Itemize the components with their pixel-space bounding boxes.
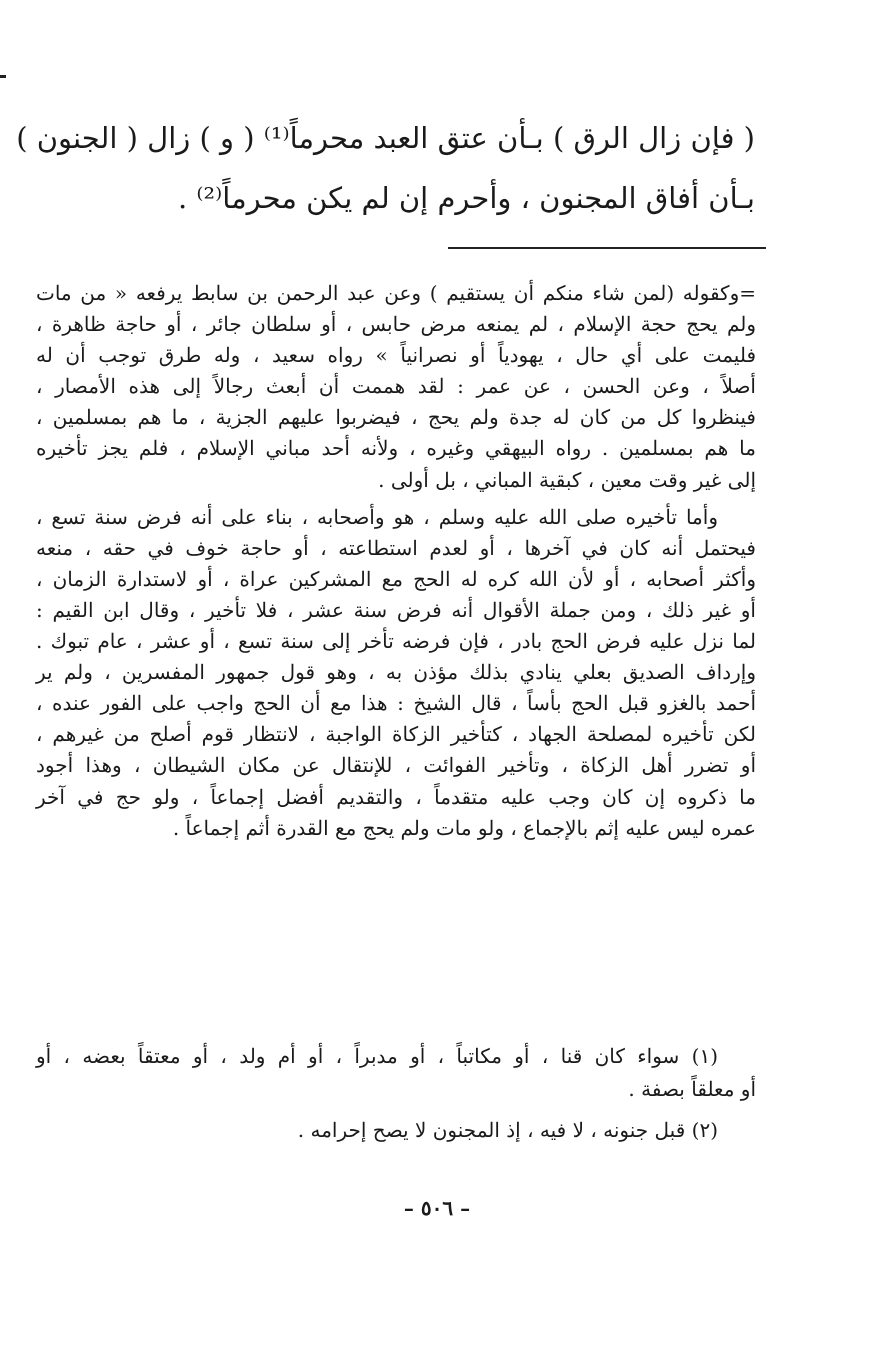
commentary-line: عمره ليس عليه إثم بالإجماع ، ولو مات ولم يحج مع القدرة أثم إجماعاً .	[172, 815, 756, 840]
main-text-line: بـأن أفاق المجنون ، وأحرم إن لم يكن محرماً⁽²⁾ .	[177, 181, 755, 215]
commentary-line: وإرداف الصديق بعلي ينادي بذلك مؤذن به ، وهو قول جمهور المفسرين ، ولم ير	[36, 660, 756, 685]
commentary-line: ما ذكروه إن كان وجب عليه متقدماً ، والتقديم أفضل إجماعاً ، ولو حج في آخر	[36, 784, 756, 809]
footnotes-block	[36, 1040, 756, 1147]
commentary-line: وأكثر أصحابه ، أو لأن الله كره له الحج مع المشركين عراة ، أو لاستدارة الزمان ،	[36, 566, 756, 591]
footnote-2: (٢) قبل جنونه ، لا فيه ، إذ المجنون لا يصح إحرامه .	[297, 1118, 718, 1142]
commentary-line: فينظروا كل من كان له جدة ولم يحج ، فيضربوا عليهم الجزية ، ما هم بمسلمين ،	[36, 405, 756, 430]
footnote-1-continuation: أو معلقاً بصفة .	[628, 1077, 756, 1101]
footnote-1: (١) سواء كان قنا ، أو مكاتباً ، أو مدبراً ، أو أم ولد ، أو معتقاً بعضه ، أو	[36, 1044, 718, 1068]
commentary-line: فيحتمل أنه كان في آخرها ، أو لعدم استطاعته ، أو حاجة خوف في حقه ، منعه	[36, 535, 756, 560]
footnote-gap	[36, 1106, 756, 1114]
commentary-block	[36, 278, 756, 844]
commentary-line: فليمت على أي حال ، يهودياً أو نصرانياً » رواه سعيد ، وله طرق توجب أن له	[36, 343, 756, 368]
commentary-line: وأما تأخيره صلى الله عليه وسلم ، هو وأصحابه ، بناء على أنه فرض سنة تسع ،	[36, 504, 718, 529]
main-text-line: ( فإن زال الرق ) بـأن عتق العبد محرماً⁽¹⁾ ( و ) زال ( الجنون )	[16, 121, 755, 155]
commentary-line: ولم يحج حجة الإسلام ، لم يمنعه مرض حابس ، أو سلطان جائر ، أو حاجة ظاهرة ،	[36, 312, 756, 337]
section-divider	[448, 247, 766, 249]
commentary-line: أحمد بالغزو قبل الحج بأساً ، قال الشيخ : هذا مع أن الحج واجب على الفور عنده ،	[36, 691, 756, 716]
commentary-line: =وكقوله (لمن شاء منكم أن يستقيم ) وعن عبد الرحمن بن سابط يرفعه « من مات	[36, 281, 756, 305]
page-number: – ٥٠٦ –	[403, 1196, 471, 1220]
main-text-block	[16, 108, 755, 228]
commentary-line: لكن تأخيره لمصلحة الجهاد ، كتأخير الزكاة الواجبة ، لانتظار قوم أصلح من غيرهم ،	[36, 722, 756, 747]
commentary-line: أصلاً ، وعن الحسن ، عن عمر : لقد هممت أن أبعث رجالاً إلى هذه الأمصار ،	[36, 374, 756, 399]
commentary-line: أو غير ذلك ، ومن جملة الأقوال أنه فرض سنة عشر ، فلا تأخير ، وقال ابن القيم :	[36, 597, 756, 622]
commentary-line: أو تضرر أهل الزكاة ، وتأخير الفوائت ، للإنتقال عن مكان الشيطان ، وهذا أجود	[36, 753, 756, 778]
commentary-line: لما نزل عليه فرض الحج بادر ، فإن فرضه تأخر إلى سنة تسع ، أو عشر ، عام تبوك .	[36, 629, 756, 654]
commentary-line: إلى غير وقت معين ، كبقية المباني ، بل أولى .	[378, 467, 756, 492]
commentary-line: ما هم بمسلمين . رواه البيهقي وغيره ، ولأنه أحد مباني الإسلام ، فلم يجز تأخيره	[36, 436, 756, 461]
scan-edge-mark	[0, 75, 6, 78]
